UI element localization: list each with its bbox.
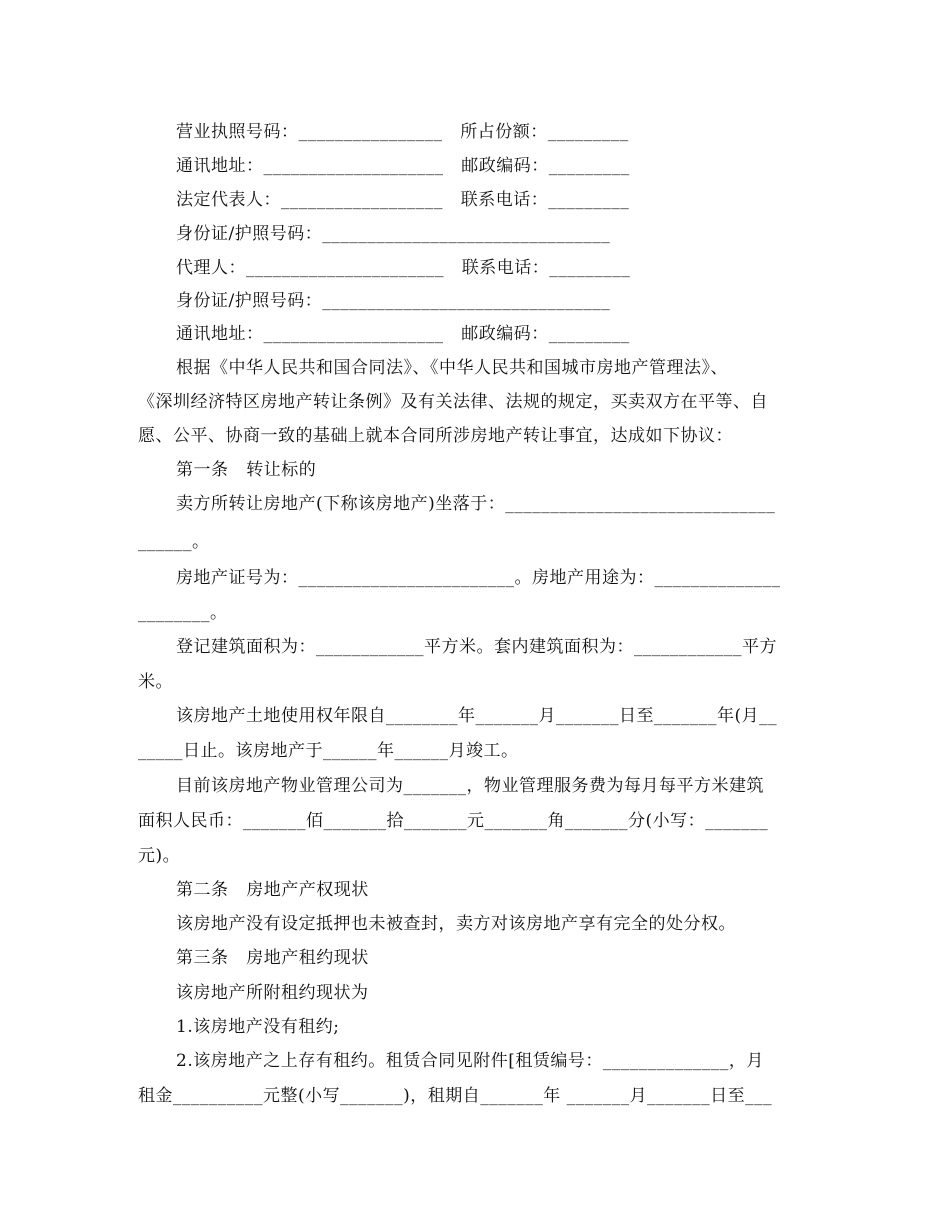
property-management-line-1: 目前该房地产物业管理公司为_______，物业管理服务费为每月每平方米建筑 [176,776,764,796]
floor-area-line-1: 登记建筑面积为：____________平方米。套内建筑面积为：____________平方 [176,637,777,657]
business-license-field: 营业执照号码：________________ 所占份额：_________ [176,122,629,142]
property-management-line-3: 元)。 [138,846,181,866]
property-management-line-2: 面积人民币：_______佰_______拾_______元_______角_______分(小写：_______ [138,811,769,831]
property-cert-line-2: ________。 [138,603,228,623]
property-location-line-1: 卖方所转让房地产(下称该房地产)坐落于：______________________________ [176,494,776,514]
property-rights-status: 该房地产没有设定抵押也未被查封，卖方对该房地产享有完全的处分权。 [176,914,736,934]
property-location-line-2: ______。 [138,532,210,552]
article-2-heading: 第二条 房地产产权现状 [176,880,369,900]
property-cert-line-1: 房地产证号为：________________________。房地产用途为：______________ [176,568,781,588]
floor-area-line-2: 米。 [138,672,173,692]
agent-id-passport-field: 身份证/护照号码：________________________________ [176,291,611,311]
lease-option-1: 1.该房地产没有租约; [176,1017,340,1037]
land-use-term-line-2: _____日止。该房地产于______年______月竣工。 [138,741,519,761]
article-1-heading: 第一条 转让标的 [176,460,317,480]
address-postcode-field: 通讯地址：____________________ 邮政编码：_________ [176,156,630,176]
preamble-line-2: 《深圳经济特区房地产转让条例》及有关法律、法规的规定，买卖双方在平等、自 [138,392,768,412]
land-use-term-line-1: 该房地产土地使用权年限自________年_______月_______日至_______年(月__ [176,706,778,726]
preamble-line-1: 根据《中华人民共和国合同法》、《中华人民共和国城市房地产管理法》、 [176,358,728,378]
legal-representative-field: 法定代表人：__________________ 联系电话：_________ [176,190,630,210]
preamble-line-3: 愿、公平、协商一致的基础上就本合同所涉房地产转让事宜，达成如下协议： [138,426,733,446]
lease-option-2-line-1: 2.该房地产之上存有租约。租赁合同见附件[租赁编号：______________，月 [176,1051,764,1071]
lease-option-2-line-2: 租金__________元整(小写_______)，租期自_______年 _______月_______日至___ [138,1086,773,1106]
article-3-heading: 第三条 房地产租约现状 [176,948,369,968]
lease-status-intro: 该房地产所附租约现状为 [176,983,369,1003]
agent-address-postcode-field: 通讯地址：____________________ 邮政编码：_________ [176,324,630,344]
id-passport-field: 身份证/护照号码：________________________________ [176,224,611,244]
agent-phone-field: 代理人：______________________ 联系电话：_________ [176,258,631,278]
